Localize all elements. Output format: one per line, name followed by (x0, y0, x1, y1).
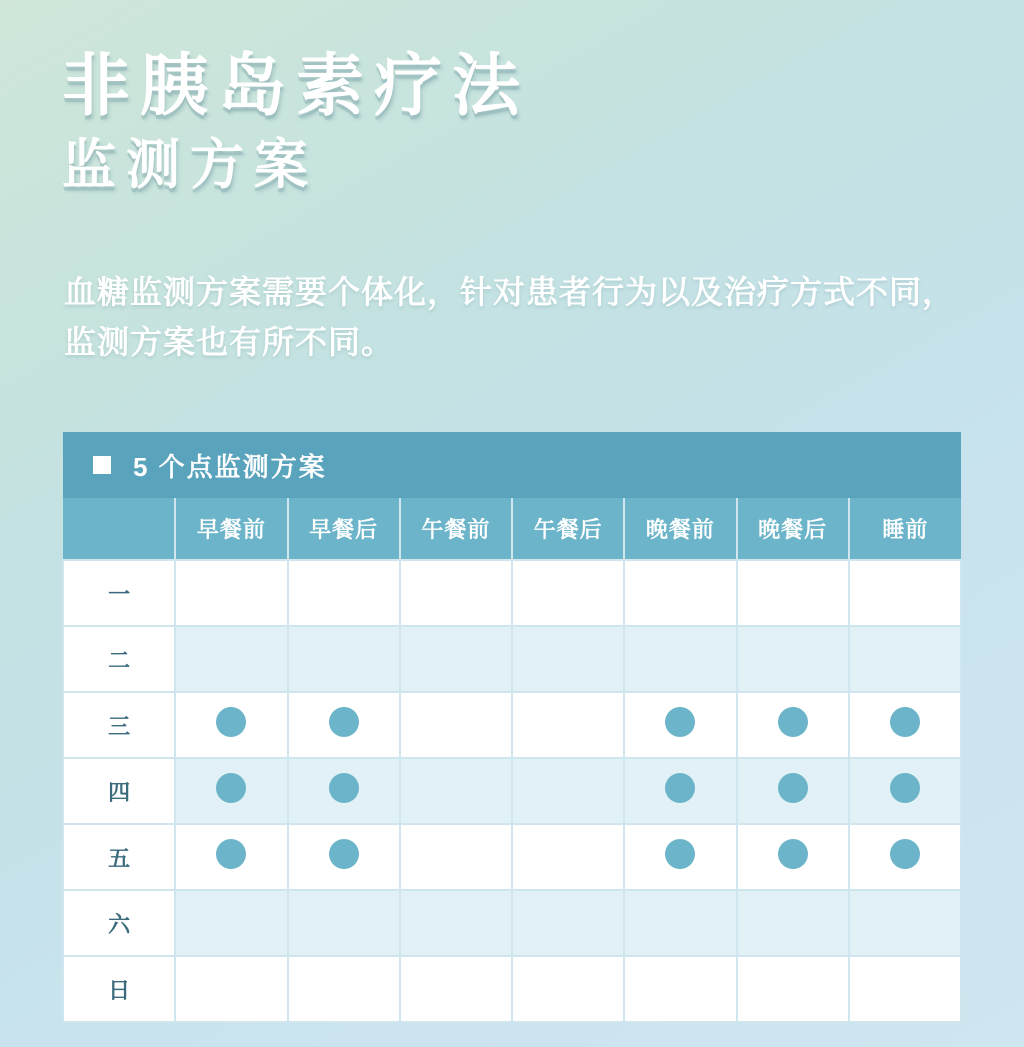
measurement-cell-empty (624, 890, 736, 956)
measurement-cell-empty (849, 890, 961, 956)
day-label-cell: 五 (63, 824, 175, 890)
measurement-cell-marked (288, 824, 400, 890)
measurement-cell-empty (849, 956, 961, 1022)
day-label-cell: 日 (63, 956, 175, 1022)
column-header-7: 睡前 (849, 498, 961, 560)
measurement-cell-empty (288, 956, 400, 1022)
measurement-dot-icon (329, 839, 359, 869)
column-header-6: 晚餐后 (737, 498, 849, 560)
measurement-cell-empty (400, 890, 512, 956)
measurement-cell-empty (400, 560, 512, 626)
measurement-dot-icon (890, 707, 920, 737)
monitoring-schedule-table (62, 432, 962, 1023)
measurement-cell-marked (737, 692, 849, 758)
measurement-cell-marked (737, 758, 849, 824)
measurement-dot-icon (778, 773, 808, 803)
measurement-dot-icon (216, 839, 246, 869)
column-header-3: 午餐前 (400, 498, 512, 560)
column-header-2: 早餐后 (288, 498, 400, 560)
schedule-table-container (62, 432, 962, 1023)
measurement-cell-empty (512, 560, 624, 626)
measurement-dot-icon (329, 773, 359, 803)
day-label-cell: 四 (63, 758, 175, 824)
measurement-cell-empty (512, 956, 624, 1022)
measurement-cell-empty (400, 956, 512, 1022)
measurement-cell-empty (288, 560, 400, 626)
measurement-cell-marked (175, 758, 287, 824)
measurement-cell-empty (624, 626, 736, 692)
column-header-5: 晚餐前 (624, 498, 736, 560)
measurement-dot-icon (665, 707, 695, 737)
title-block (62, 48, 982, 195)
table-row (63, 692, 961, 758)
measurement-cell-empty (624, 956, 736, 1022)
measurement-dot-icon (778, 839, 808, 869)
measurement-cell-empty (512, 692, 624, 758)
table-row (63, 824, 961, 890)
measurement-cell-empty (737, 890, 849, 956)
column-header-4: 午餐后 (512, 498, 624, 560)
measurement-dot-icon (778, 707, 808, 737)
table-band-header (63, 432, 961, 498)
day-label-cell: 六 (63, 890, 175, 956)
measurement-dot-icon (216, 773, 246, 803)
measurement-cell-marked (849, 758, 961, 824)
measurement-cell-empty (175, 626, 287, 692)
table-row (63, 956, 961, 1022)
measurement-cell-empty (400, 692, 512, 758)
table-body (63, 560, 961, 1022)
page-title-line1: 非胰岛素疗法 (62, 48, 531, 124)
measurement-cell-empty (849, 560, 961, 626)
column-header-day (63, 498, 175, 560)
intro-paragraph: 血糖监测方案需要个体化，针对患者行为以及治疗方式不同，监测方案也有所不同。 (64, 274, 956, 360)
table-column-headers (63, 498, 961, 560)
measurement-cell-empty (512, 758, 624, 824)
column-header-1: 早餐前 (175, 498, 287, 560)
measurement-cell-empty (400, 758, 512, 824)
day-label-cell: 二 (63, 626, 175, 692)
measurement-cell-empty (737, 626, 849, 692)
measurement-cell-empty (400, 824, 512, 890)
table-row (63, 626, 961, 692)
measurement-cell-empty (512, 626, 624, 692)
measurement-cell-empty (400, 626, 512, 692)
table-row (63, 758, 961, 824)
day-label-cell: 三 (63, 692, 175, 758)
measurement-dot-icon (665, 839, 695, 869)
measurement-cell-empty (737, 560, 849, 626)
measurement-cell-marked (288, 692, 400, 758)
measurement-cell-empty (175, 890, 287, 956)
measurement-cell-empty (175, 560, 287, 626)
measurement-cell-empty (175, 956, 287, 1022)
measurement-cell-marked (624, 758, 736, 824)
measurement-cell-marked (624, 692, 736, 758)
measurement-cell-marked (175, 824, 287, 890)
measurement-dot-icon (665, 773, 695, 803)
measurement-dot-icon (216, 707, 246, 737)
measurement-dot-icon (890, 773, 920, 803)
measurement-cell-marked (849, 824, 961, 890)
measurement-dot-icon (890, 839, 920, 869)
measurement-cell-marked (175, 692, 287, 758)
measurement-cell-marked (737, 824, 849, 890)
measurement-cell-empty (288, 626, 400, 692)
table-band-label: 5 个点监测方案 (133, 451, 327, 482)
measurement-cell-empty (512, 824, 624, 890)
measurement-cell-empty (624, 560, 736, 626)
measurement-cell-marked (624, 824, 736, 890)
measurement-cell-empty (849, 626, 961, 692)
table-row (63, 560, 961, 626)
measurement-cell-marked (849, 692, 961, 758)
day-label-cell: 一 (63, 560, 175, 626)
measurement-dot-icon (329, 707, 359, 737)
page-title-line2: 监测方案 (62, 135, 318, 195)
table-row (63, 890, 961, 956)
measurement-cell-marked (288, 758, 400, 824)
measurement-cell-empty (512, 890, 624, 956)
measurement-cell-empty (288, 890, 400, 956)
measurement-cell-empty (737, 956, 849, 1022)
square-bullet-icon (93, 456, 111, 474)
